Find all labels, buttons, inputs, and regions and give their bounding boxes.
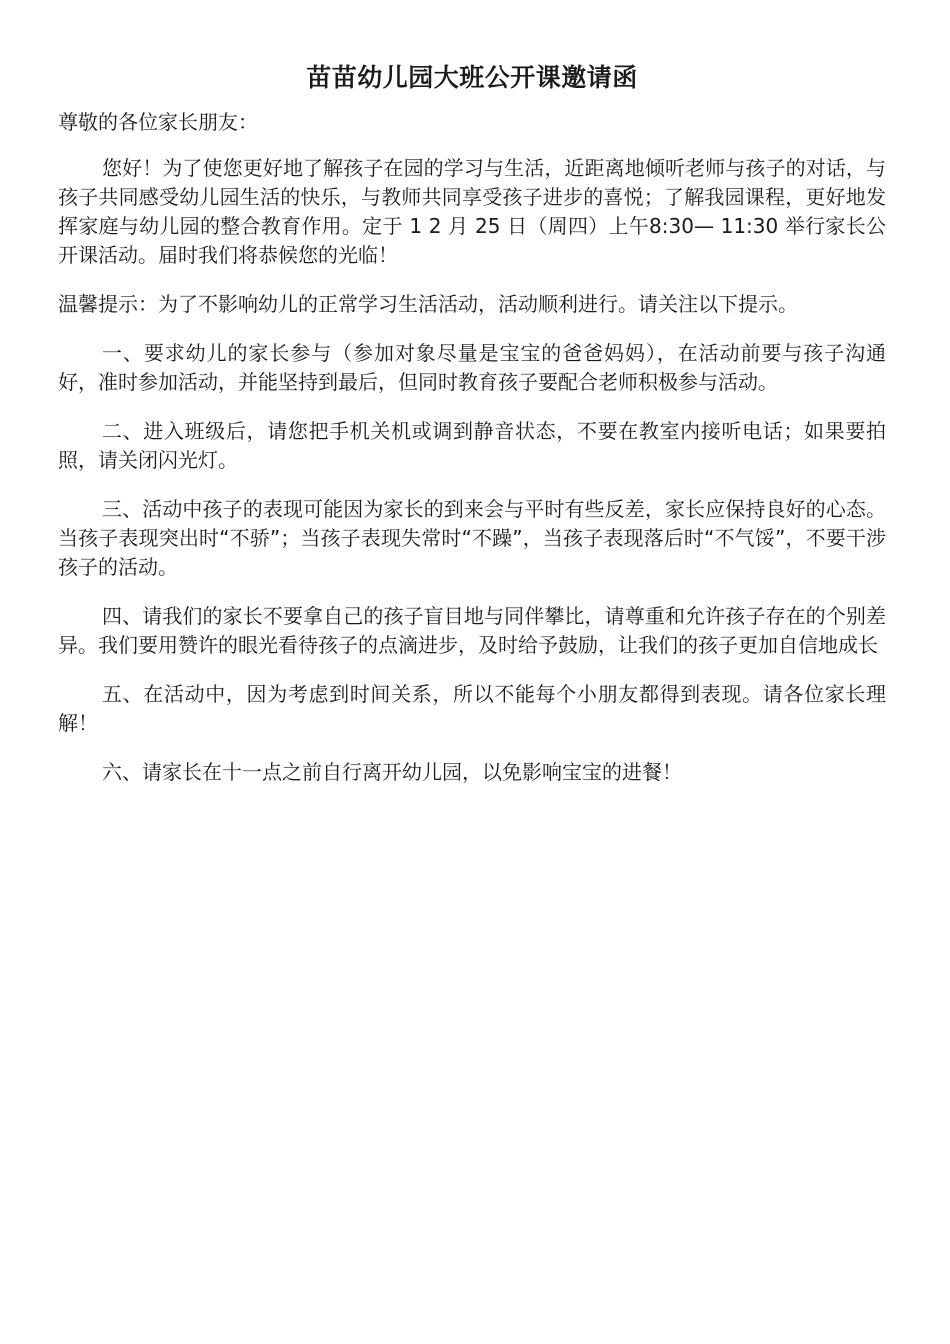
- salutation: 尊敬的各位家长朋友：: [58, 110, 258, 134]
- reminder-paragraph: 温馨提示：为了不影响幼儿的正常学习生活活动，活动顺利进行。请关注以下提示。: [58, 292, 798, 316]
- notice-item-3: 三、活动中孩子的表现可能因为家长的到来会与平时有些反差，家长应保持良好的心态。当孩子表现突出时“不骄”；当孩子表现失常时“不躁”，当孩子表现落后时“不气馁”，不要干涉孩子的活动。: [58, 497, 886, 579]
- notice-item-5: 五、在活动中，因为考虑到时间关系，所以不能每个小朋友都得到表现。请各位家长理解！: [58, 682, 886, 735]
- notice-item-1: 一、要求幼儿的家长参与（参加对象尽量是宝宝的爸爸妈妈），在活动前要与孩子沟通好，准时参加活动，并能坚持到最后，但同时教育孩子要配合老师积极参与活动。: [58, 341, 886, 394]
- notice-item-2: 二、进入班级后，请您把手机关机或调到静音状态，不要在教室内接听电话；如果要拍照，请关闭闪光灯。: [58, 419, 886, 472]
- document-title: 苗苗幼儿园大班公开课邀请函: [306, 63, 638, 92]
- notice-item-4: 四、请我们的家长不要拿自己的孩子盲目地与同伴攀比，请尊重和允许孩子存在的个别差异。我们要用赞许的眼光看待孩子的点滴进步，及时给予鼓励，让我们的孩子更加自信地成长: [58, 604, 886, 657]
- notice-item-6: 六、请家长在十一点之前自行离开幼儿园，以免影响宝宝的进餐！: [102, 760, 682, 784]
- intro-paragraph: 您好！为了使您更好地了解孩子在园的学习与生活，近距离地倾听老师与孩子的对话，与孩子共同感受幼儿园生活的快乐，与教师共同享受孩子进步的喜悦；了解我园课程，更好地发挥家庭与幼儿园的整合教育作用。定于 1 2 月 25 日（周四）上午8:30— 11:30 举行家长公开课活动。届时我们将恭候您的光临！: [58, 156, 886, 267]
- invitation-document: [58, 58, 886, 807]
